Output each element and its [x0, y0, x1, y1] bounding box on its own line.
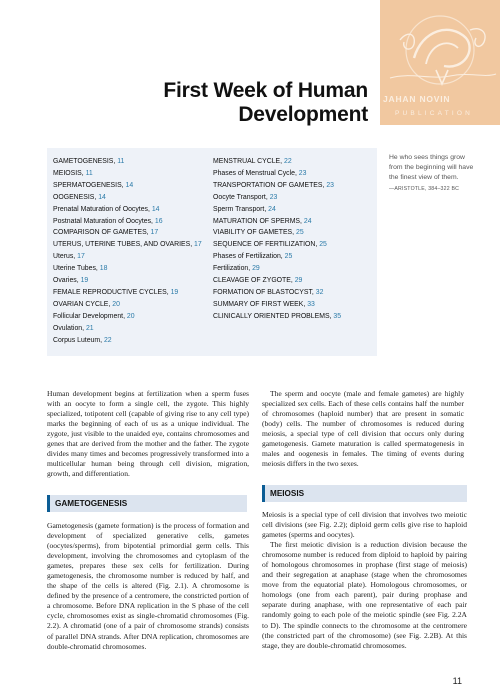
- epigraph-text: He who sees things grow from the beginning will have the finest view of them.: [389, 154, 474, 181]
- outline-entry: [53, 251, 202, 263]
- outline-entry-label: GAMETOGENESIS,: [53, 158, 116, 165]
- outline-entry-page: 11: [85, 169, 93, 177]
- gametogenesis-paragraph: Gametogenesis (gamete formation) is the process of formation and development of specialized generative cells, gametes (oocytes/sperms), from bipotential primordial germ cells. This development, involving the chromosomes and cytoplasm of the gametes, prepares these sex cells for fertilization. During gametogenesis, the chromosome number is reduced by half, and the shape of the cells is altered (Fig. 2.1). A chromosome is defined by the presence of a centromere, the constricted portion of a chromosome. Before DNA replication in the S phase of the cell cycle, chromosomes exist as single-chromatid chromosomes (Fig. 2.2). A chromatid (one of a pair of chromosome strands) consists of parallel DNA strands. After DNA replication, chromosomes are double-chromatid chromosomes.: [47, 521, 249, 651]
- outline-entry-page: 20: [112, 300, 120, 308]
- outline-entry: [213, 192, 341, 204]
- outline-entry-page: 18: [99, 265, 108, 273]
- outline-entry-label: FORMATION OF BLASTOCYST,: [213, 288, 314, 296]
- outline-entry-label: TRANSPORTATION OF GAMETES,: [213, 181, 325, 189]
- outline-entry-label: OOGENESIS,: [53, 193, 97, 201]
- outline-column-right: [213, 156, 341, 323]
- outline-entry-label: UTERUS, UTERINE TUBES, AND OVARIES,: [53, 241, 193, 249]
- outline-entry-label: Uterine Tubes,: [53, 265, 98, 273]
- outline-entry-page: 29: [252, 265, 260, 273]
- outline-entry-page: 14: [125, 181, 134, 189]
- outline-entry-page: 14: [98, 193, 106, 201]
- outline-entry-page: 16: [154, 217, 163, 225]
- outline-entry-page: 21: [85, 324, 94, 332]
- chapter-title: [163, 79, 368, 127]
- outline-entry: [213, 287, 341, 299]
- meiosis-section: [262, 510, 467, 651]
- body-column-left: [47, 389, 249, 479]
- outline-entry-page: 25: [295, 229, 304, 237]
- publisher-logo: [380, 0, 500, 125]
- outline-entry: [53, 168, 202, 180]
- page-number: 11: [452, 676, 462, 686]
- outline-entry-label: Follicular Development,: [53, 312, 125, 320]
- outline-entry-page: 20: [126, 312, 135, 320]
- outline-entry-page: 17: [150, 229, 159, 237]
- outline-entry-label: Corpus Luteum,: [53, 336, 103, 344]
- outline-entry-label: OVARIAN CYCLE,: [53, 300, 111, 308]
- logo-name: JAHAN NOVIN: [383, 94, 451, 104]
- outline-entry: [213, 204, 341, 216]
- outline-entry-label: VIABILITY OF GAMETES,: [213, 229, 295, 237]
- outline-entry: [213, 216, 341, 228]
- outline-entry-page: 32: [315, 288, 324, 296]
- outline-entry-label: Phases of Menstrual Cycle,: [213, 169, 297, 177]
- outline-entry: [53, 275, 202, 287]
- outline-entry-label: Postnatal Maturation of Oocytes,: [53, 217, 153, 225]
- outline-entry-page: 11: [117, 158, 125, 165]
- intro-paragraph: Human development begins at fertilization when a sperm fuses with an oocyte to form a single cell, the zygote. This highly specialized, totipotent cell (capable of giving rise to any cell type) marks the beginning of each of us as a unique individual. The zygote, just visible to the unaided eye, contains chromosomes and genes that are derived from the mother and the father. The zygote divides many times and becomes progressively transformed into a multicellular human being through cell division, migration, growth, and differentiation.: [47, 389, 249, 479]
- outline-entry-label: MEIOSIS,: [53, 169, 84, 177]
- outline-entry-label: Oocyte Transport,: [213, 193, 268, 201]
- outline-entry-label: Sperm Transport,: [213, 205, 267, 213]
- outline-entry: [213, 239, 341, 251]
- section-heading-gametogenesis: GAMETOGENESIS: [47, 495, 247, 512]
- logo-subtitle: PUBLICATION: [395, 110, 474, 117]
- outline-entry-label: SUMMARY OF FIRST WEEK,: [213, 300, 306, 308]
- outline-entry-label: SPERMATOGENESIS,: [53, 181, 124, 189]
- outline-entry: [53, 299, 202, 311]
- meiosis-paragraph-2: The first meiotic division is a reduction division because the chromosome number is reduced from diploid to haploid by pairing of homologous chromosomes in prophase (first stage of meiosis) and their segregation at anaphase (stage when the chromosomes move from the equatorial plate). Homologous chromosomes, or homologs (one from each parent), pair during prophase and separate during anaphase, with one representative of each pair randomly going to each pole of the meiotic spindle (see Fig. 2.2A to D). The spindle connects to the chromosome at the centromere (the constricted part of the chromosome) (see Fig. 2.2B). At this stage, they are double-chromatid chromosomes.: [262, 540, 467, 650]
- outline-entry: [213, 275, 341, 287]
- outline-entry: [53, 311, 202, 323]
- outline-entry-label: CLINICALLY ORIENTED PROBLEMS,: [213, 312, 332, 320]
- outline-entry-page: 14: [151, 205, 160, 213]
- outline-entry-label: SEQUENCE OF FERTILIZATION,: [213, 241, 318, 249]
- outline-entry: [53, 204, 202, 216]
- outline-entry: [53, 216, 202, 228]
- outline-entry-page: 17: [194, 241, 202, 249]
- outline-entry: [213, 168, 341, 180]
- outline-entry: [213, 251, 341, 263]
- outline-entry-page: 33: [307, 300, 315, 308]
- outline-entry-label: CLEAVAGE OF ZYGOTE,: [213, 277, 293, 285]
- outline-entry-page: 19: [170, 288, 179, 296]
- outline-entry: [53, 156, 202, 168]
- outline-entry-label: MATURATION OF SPERMS,: [213, 217, 302, 225]
- outline-entry: [213, 156, 341, 168]
- chapter-outline: [47, 148, 377, 356]
- outline-entry: [213, 263, 341, 275]
- outline-entry: [53, 192, 202, 204]
- meiosis-paragraph-1: Meiosis is a special type of cell division that involves two meiotic cell divisions (see Fig. 2.2); diploid germ cells give rise to haploid gametes (sperms and oocytes).: [262, 510, 467, 540]
- gametogenesis-section: [47, 521, 249, 652]
- outline-entry: [53, 335, 202, 347]
- outline-entry-page: 22: [103, 336, 112, 344]
- outline-entry-label: Prenatal Maturation of Oocytes,: [53, 205, 150, 213]
- outline-entry-page: 23: [326, 181, 334, 189]
- outline-entry: [53, 263, 202, 275]
- outline-entry-page: 35: [333, 312, 342, 320]
- outline-entry-page: 23: [269, 193, 278, 201]
- outline-entry: [213, 180, 341, 192]
- outline-entry-label: COMPARISON OF GAMETES,: [53, 229, 149, 237]
- outline-entry-label: Uterus,: [53, 253, 76, 261]
- outline-entry: [53, 227, 202, 239]
- outline-entry-page: 24: [268, 205, 276, 213]
- outline-entry-label: Fertilization,: [213, 265, 251, 273]
- outline-entry-page: 17: [77, 253, 85, 261]
- outline-entry-page: 23: [298, 169, 307, 177]
- outline-entry-label: Ovaries,: [53, 277, 79, 285]
- outline-entry-page: 29: [294, 277, 303, 285]
- chapter-title-line-1: First Week of Human: [163, 79, 368, 102]
- outline-entry: [53, 239, 202, 251]
- gametes-paragraph: The sperm and oocyte (male and female gametes) are highly specialized sex cells. Each of these cells contains half the number of chromosomes (haploid number) that are present in somatic (body) cells. The number of chromosomes is reduced during meiosis, a special type of cell division that occurs only during gametogenesis. Gamete maturation is called spermatogenesis in males and oogenesis in females. The timing of events during meiosis differs in the two sexes.: [262, 389, 464, 469]
- outline-entry: [53, 180, 202, 192]
- outline-entry-label: FEMALE REPRODUCTIVE CYCLES,: [53, 288, 169, 296]
- outline-entry-page: 25: [284, 253, 293, 261]
- outline-entry-label: Ovulation,: [53, 324, 85, 332]
- outline-entry: [213, 299, 341, 311]
- logo-emblem-icon: [380, 0, 500, 125]
- outline-entry-page: 22: [283, 158, 292, 165]
- outline-entry: [213, 311, 341, 323]
- outline-entry-label: MENSTRUAL CYCLE,: [213, 158, 283, 165]
- epigraph-attribution: —ARISTOTLE, 384–322 BC: [389, 186, 460, 192]
- chapter-title-line-2: Development: [238, 103, 368, 126]
- section-heading-meiosis: MEIOSIS: [262, 485, 467, 502]
- epigraph: [389, 153, 479, 194]
- outline-entry-label: Phases of Fertilization,: [213, 253, 283, 261]
- outline-entry: [213, 227, 341, 239]
- outline-entry-page: 19: [80, 277, 89, 285]
- outline-column-left: [53, 156, 202, 347]
- outline-entry: [53, 287, 202, 299]
- outline-entry-page: 25: [319, 241, 327, 249]
- outline-entry: [53, 323, 202, 335]
- body-column-right: [262, 389, 464, 469]
- outline-entry-page: 24: [303, 217, 312, 225]
